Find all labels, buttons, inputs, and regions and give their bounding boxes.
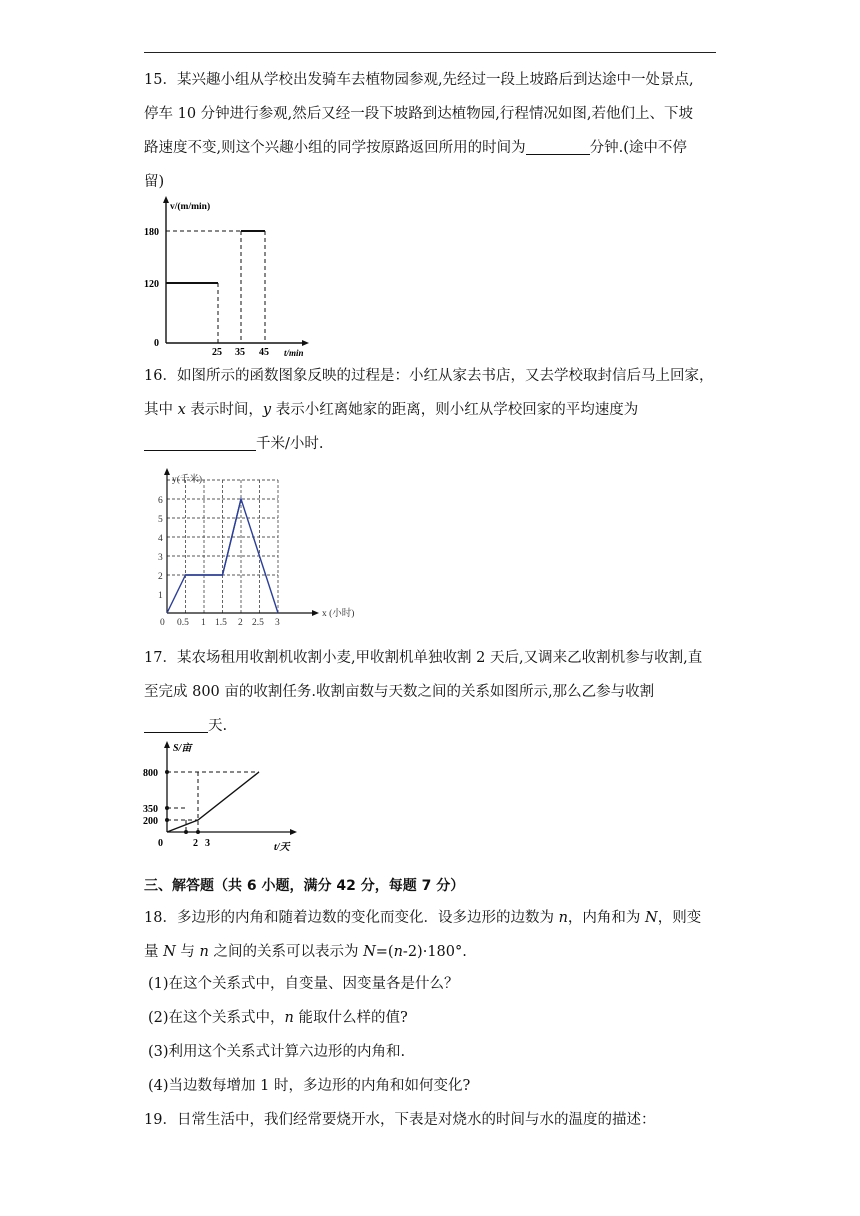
x-axis-label: t/min [284,348,304,358]
harvest-line [167,772,259,832]
x-axis-arrow [312,610,319,616]
q17-area-days-graph [142,740,302,856]
point-800 [165,770,169,774]
y-axis-arrow [163,196,169,203]
answer-blank-q17[interactable] [144,714,208,733]
q16-line2: 其中 x 表示时间，y 表示小红离她家的距离，则小红从学校回家的平均速度为 [144,402,639,418]
q15-line2: 停车 10 分钟进行参观,然后又经一段下坡路到达植物园,行程情况如图,若他们上、下坡 [144,106,693,122]
q18-sub4: (4)当边数每增加 1 时，多边形的内角和如何变化? [148,1078,471,1094]
top-rule [144,52,716,53]
y-axis-label: y(千米) [172,475,203,485]
q16-distance-time-graph [156,468,382,626]
speed-segments [166,231,265,283]
x-tick-2: 2 [193,838,198,849]
guide-lines [167,772,259,832]
y-tick-200: 200 [143,816,158,827]
x-axis-label: x (小时) [322,609,355,619]
point-x3 [196,830,200,834]
y-tick-350: 350 [143,804,158,815]
guide-lines [166,231,265,343]
section-heading: 三、解答题（共 6 小题，满分 42 分，每题 7 分） [144,878,465,894]
y-axis-label: v/(m/min) [170,202,211,212]
y-tick-5: 5 [158,515,163,525]
q18-sub3: (3)利用这个关系式计算六边形的内角和. [148,1044,406,1060]
y-tick-6: 6 [158,496,163,506]
q16-line3: 千米/小时. [144,428,718,461]
y-axis-arrow [164,468,170,475]
x-tick-2: 2 [238,618,243,626]
x-tick-0: 0 [160,618,165,626]
var-y: y [262,402,272,418]
q17-line3: 天. [144,710,718,743]
y-axis-arrow [164,741,170,748]
answer-blank-q15[interactable] [526,136,590,155]
q15-line4: 留) [144,174,165,190]
x-axis-arrow [290,829,297,835]
q18-line1: 18．多边形的内角和随着边数的变化而变化．设多边形的边数为 n，内角和为 N，则变 [144,910,702,926]
x-tick-1: 1 [201,618,206,626]
answer-blank-q16[interactable] [144,432,256,451]
q17-line2: 至完成 800 亩的收割任务.收割亩数与天数之间的关系如图所示,那么乙参与收割 [144,684,655,700]
q16-line1: 16．如图所示的函数图象反映的过程是：小红从家去书店，又去学校取封信后马上回家， [144,368,714,384]
y-tick-1: 1 [158,591,163,601]
x-tick-3: 3 [205,838,210,849]
x-tick-45: 45 [259,347,269,358]
x-tick-2.5: 2.5 [252,618,264,626]
q19-line1: 19．日常生活中，我们经常要烧开水，下表是对烧水的时间与水的温度的描述： [144,1112,656,1128]
x-axis-arrow [302,340,309,346]
y-tick-120: 120 [144,279,159,290]
x-tick-0.5: 0.5 [177,618,189,626]
q17-line1: 17．某农场租用收割机收割小麦,甲收割机单独收割 2 天后,又调来乙收割机参与收割,直 [144,650,703,666]
q15-line3: 路速度不变,则这个兴趣小组的同学按原路返回所用的时间为 分钟.(途中不停 [144,132,718,165]
formula: N [363,944,376,960]
y-tick-2: 2 [158,572,163,582]
var-n: n [558,910,568,926]
y-tick-3: 3 [158,553,163,563]
var-x: x [177,402,186,418]
x-tick-1.5: 1.5 [215,618,227,626]
x-tick-3: 3 [275,618,280,626]
grid [167,480,278,613]
x-tick-35: 35 [235,347,245,358]
q15-line1: 15．某兴趣小组从学校出发骑车去植物园参观,先经过一段上坡路后到达途中一处景点, [144,72,694,88]
point-200 [165,818,169,822]
y-tick-180: 180 [144,227,159,238]
q15-speed-time-graph [144,196,314,360]
y-axis-label: S/亩 [173,743,192,754]
y-tick-4: 4 [158,534,163,544]
y-tick-800: 800 [143,768,158,779]
q18-sub2: (2)在这个关系式中，n 能取什么样的值? [148,1010,408,1026]
origin-label: 0 [154,338,159,349]
q18-sub1: (1)在这个关系式中，自变量、因变量各是什么？ [148,976,459,992]
q18-line2: 量 N 与 n 之间的关系可以表示为 N=(n-2)·180°. [144,944,467,960]
point-x2 [184,830,188,834]
var-N: N [645,910,658,926]
x-tick-25: 25 [212,347,222,358]
point-350 [165,806,169,810]
origin-label: 0 [158,838,163,849]
x-axis-label: t/天 [274,842,290,853]
